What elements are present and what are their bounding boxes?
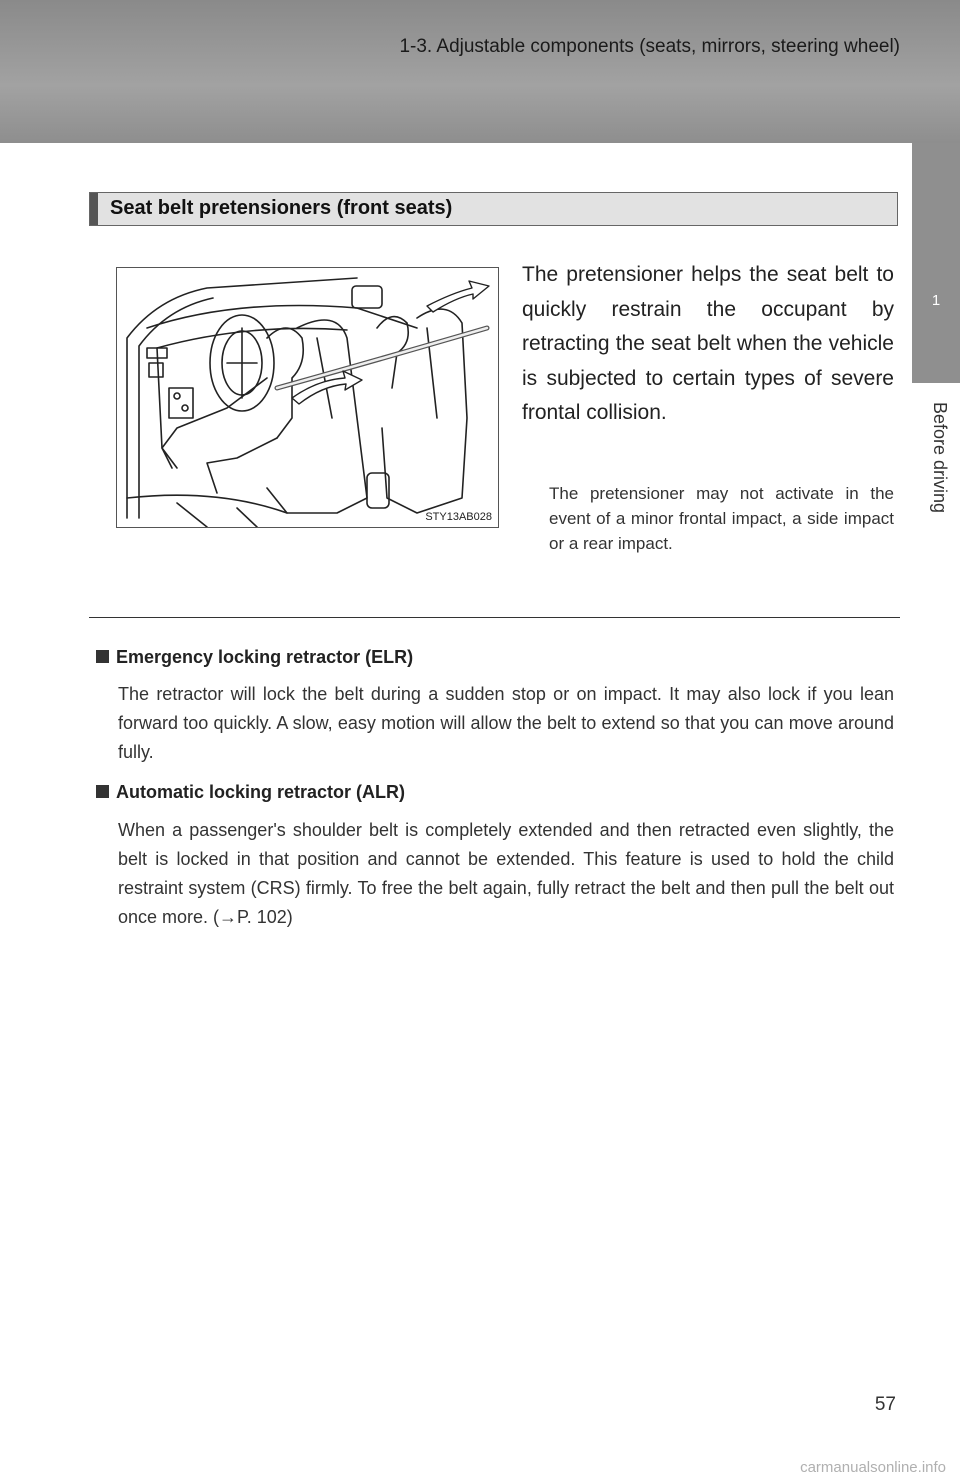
page-header	[0, 0, 960, 143]
item-heading-text: Automatic locking retractor (ALR)	[116, 782, 406, 802]
pretensioner-illustration	[116, 267, 499, 528]
item-body-elr: The retractor will lock the belt during a sudden stop or on impact. It may also lock if you lean forward too quickly. A slow, easy motion will allow the belt to extend so that you can move around fully.	[118, 684, 894, 762]
chapter-tab	[912, 143, 960, 383]
figure-code: STY13AB028	[425, 511, 492, 523]
watermark: carmanualsonline.info	[800, 1459, 946, 1476]
header-title: 1-3. Adjustable components (seats, mirrors, steering wheel)	[399, 36, 900, 57]
item-body-alr: When a passenger's shoulder belt is completely extended and then retracted even slightly, the belt is locked in that position and cannot be extended. This feature is used to hold the child restraint system (CRS) firmly. To free the belt again, fully retract the belt and then pull the belt out once more. (→P. 102)	[118, 820, 894, 927]
item-heading-text: Emergency locking retractor (ELR)	[116, 647, 414, 667]
item-heading-alr	[96, 782, 405, 803]
pretensioner-note: The pretensioner may not activate in the event of a minor frontal impact, a side impact or a rear impact.	[549, 484, 894, 553]
section-marker	[90, 193, 98, 225]
page-number: 57	[874, 1394, 896, 1415]
square-bullet-icon	[96, 785, 109, 798]
car-interior-drawing	[117, 268, 498, 527]
chapter-number: 1	[931, 292, 941, 309]
item-heading-elr	[96, 647, 413, 668]
section-heading-box	[89, 192, 898, 226]
chapter-label: Before driving	[930, 402, 950, 514]
square-bullet-icon	[96, 650, 109, 663]
pretensioner-description: The pretensioner helps the seat belt to quickly restrain the occupant by retracting the seat belt when the vehicle is subjected to certain types of severe frontal collision.	[522, 263, 894, 424]
section-divider	[89, 617, 900, 618]
section-title: Seat belt pretensioners (front seats)	[110, 197, 453, 219]
retract-arrow-upper	[427, 281, 489, 312]
